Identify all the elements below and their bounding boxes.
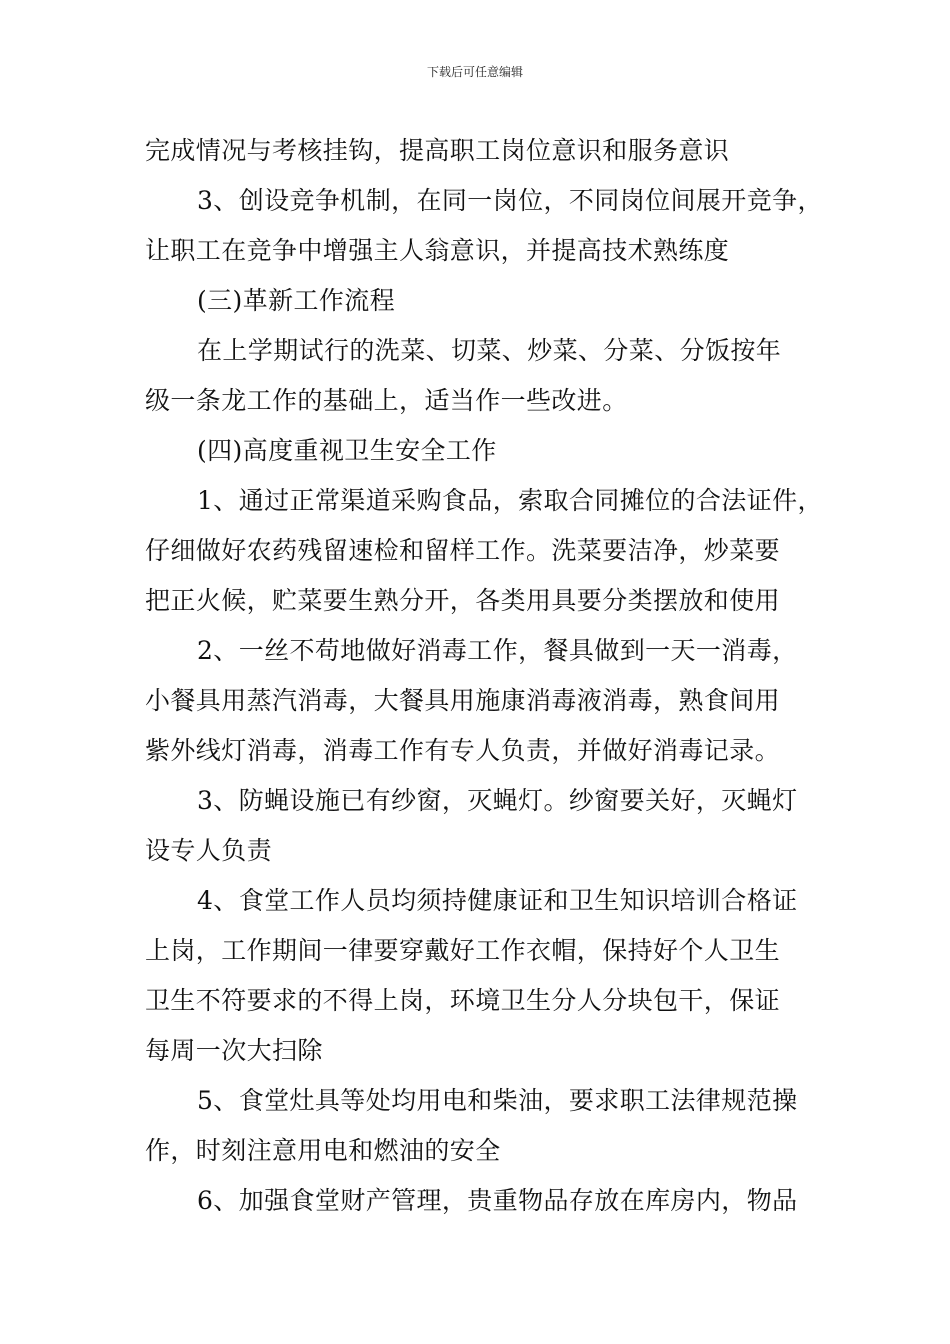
- text-line: 1、通过正常渠道采购食品，索取合同摊位的合法证件，: [197, 486, 823, 515]
- text-line: 2、一丝不苟地做好消毒工作，餐具做到一天一消毒，: [197, 636, 798, 665]
- text-line: 在上学期试行的洗菜、切菜、炒菜、分菜、分饭按年: [197, 336, 782, 365]
- text-line: 让职工在竞争中增强主人翁意识，并提高技术熟练度: [145, 236, 730, 265]
- text-line: (三)革新工作流程: [197, 286, 396, 315]
- text-line: (四)高度重视卫生安全工作: [197, 436, 497, 465]
- text-line: 紫外线灯消毒，消毒工作有专人负责，并做好消毒记录。: [145, 736, 781, 765]
- text-line: 完成情况与考核挂钩，提高职工岗位意识和服务意识: [145, 136, 730, 165]
- text-line: 卫生不符要求的不得上岗，环境卫生分人分块包干，保证: [145, 986, 781, 1015]
- text-line: 4、食堂工作人员均须持健康证和卫生知识培训合格证: [197, 886, 798, 915]
- text-line: 3、创设竞争机制，在同一岗位，不同岗位间展开竞争，: [197, 186, 823, 215]
- page-header-note: 下载后可任意编辑: [426, 65, 523, 79]
- text-line: 每周一次大扫除: [145, 1036, 323, 1065]
- text-line: 作，时刻注意用电和燃油的安全: [145, 1136, 501, 1165]
- text-line: 设专人负责: [145, 836, 273, 865]
- document-body: [145, 126, 835, 1226]
- text-line: 把正火候，贮菜要生熟分开，各类用具要分类摆放和使用: [145, 586, 781, 615]
- text-line: 级一条龙工作的基础上，适当作一些改进。: [145, 386, 628, 415]
- text-line: 3、防蝇设施已有纱窗，灭蝇灯。纱窗要关好，灭蝇灯: [197, 786, 798, 815]
- text-line: 小餐具用蒸汽消毒，大餐具用施康消毒液消毒，熟食间用: [145, 686, 781, 715]
- text-line: 6、加强食堂财产管理，贵重物品存放在库房内，物品: [197, 1186, 798, 1215]
- text-line: 5、食堂灶具等处均用电和柴油，要求职工法律规范操: [197, 1086, 798, 1115]
- text-line: 仔细做好农药残留速检和留样工作。洗菜要洁净，炒菜要: [145, 536, 781, 565]
- text-line: 上岗，工作期间一律要穿戴好工作衣帽，保持好个人卫生: [145, 936, 781, 965]
